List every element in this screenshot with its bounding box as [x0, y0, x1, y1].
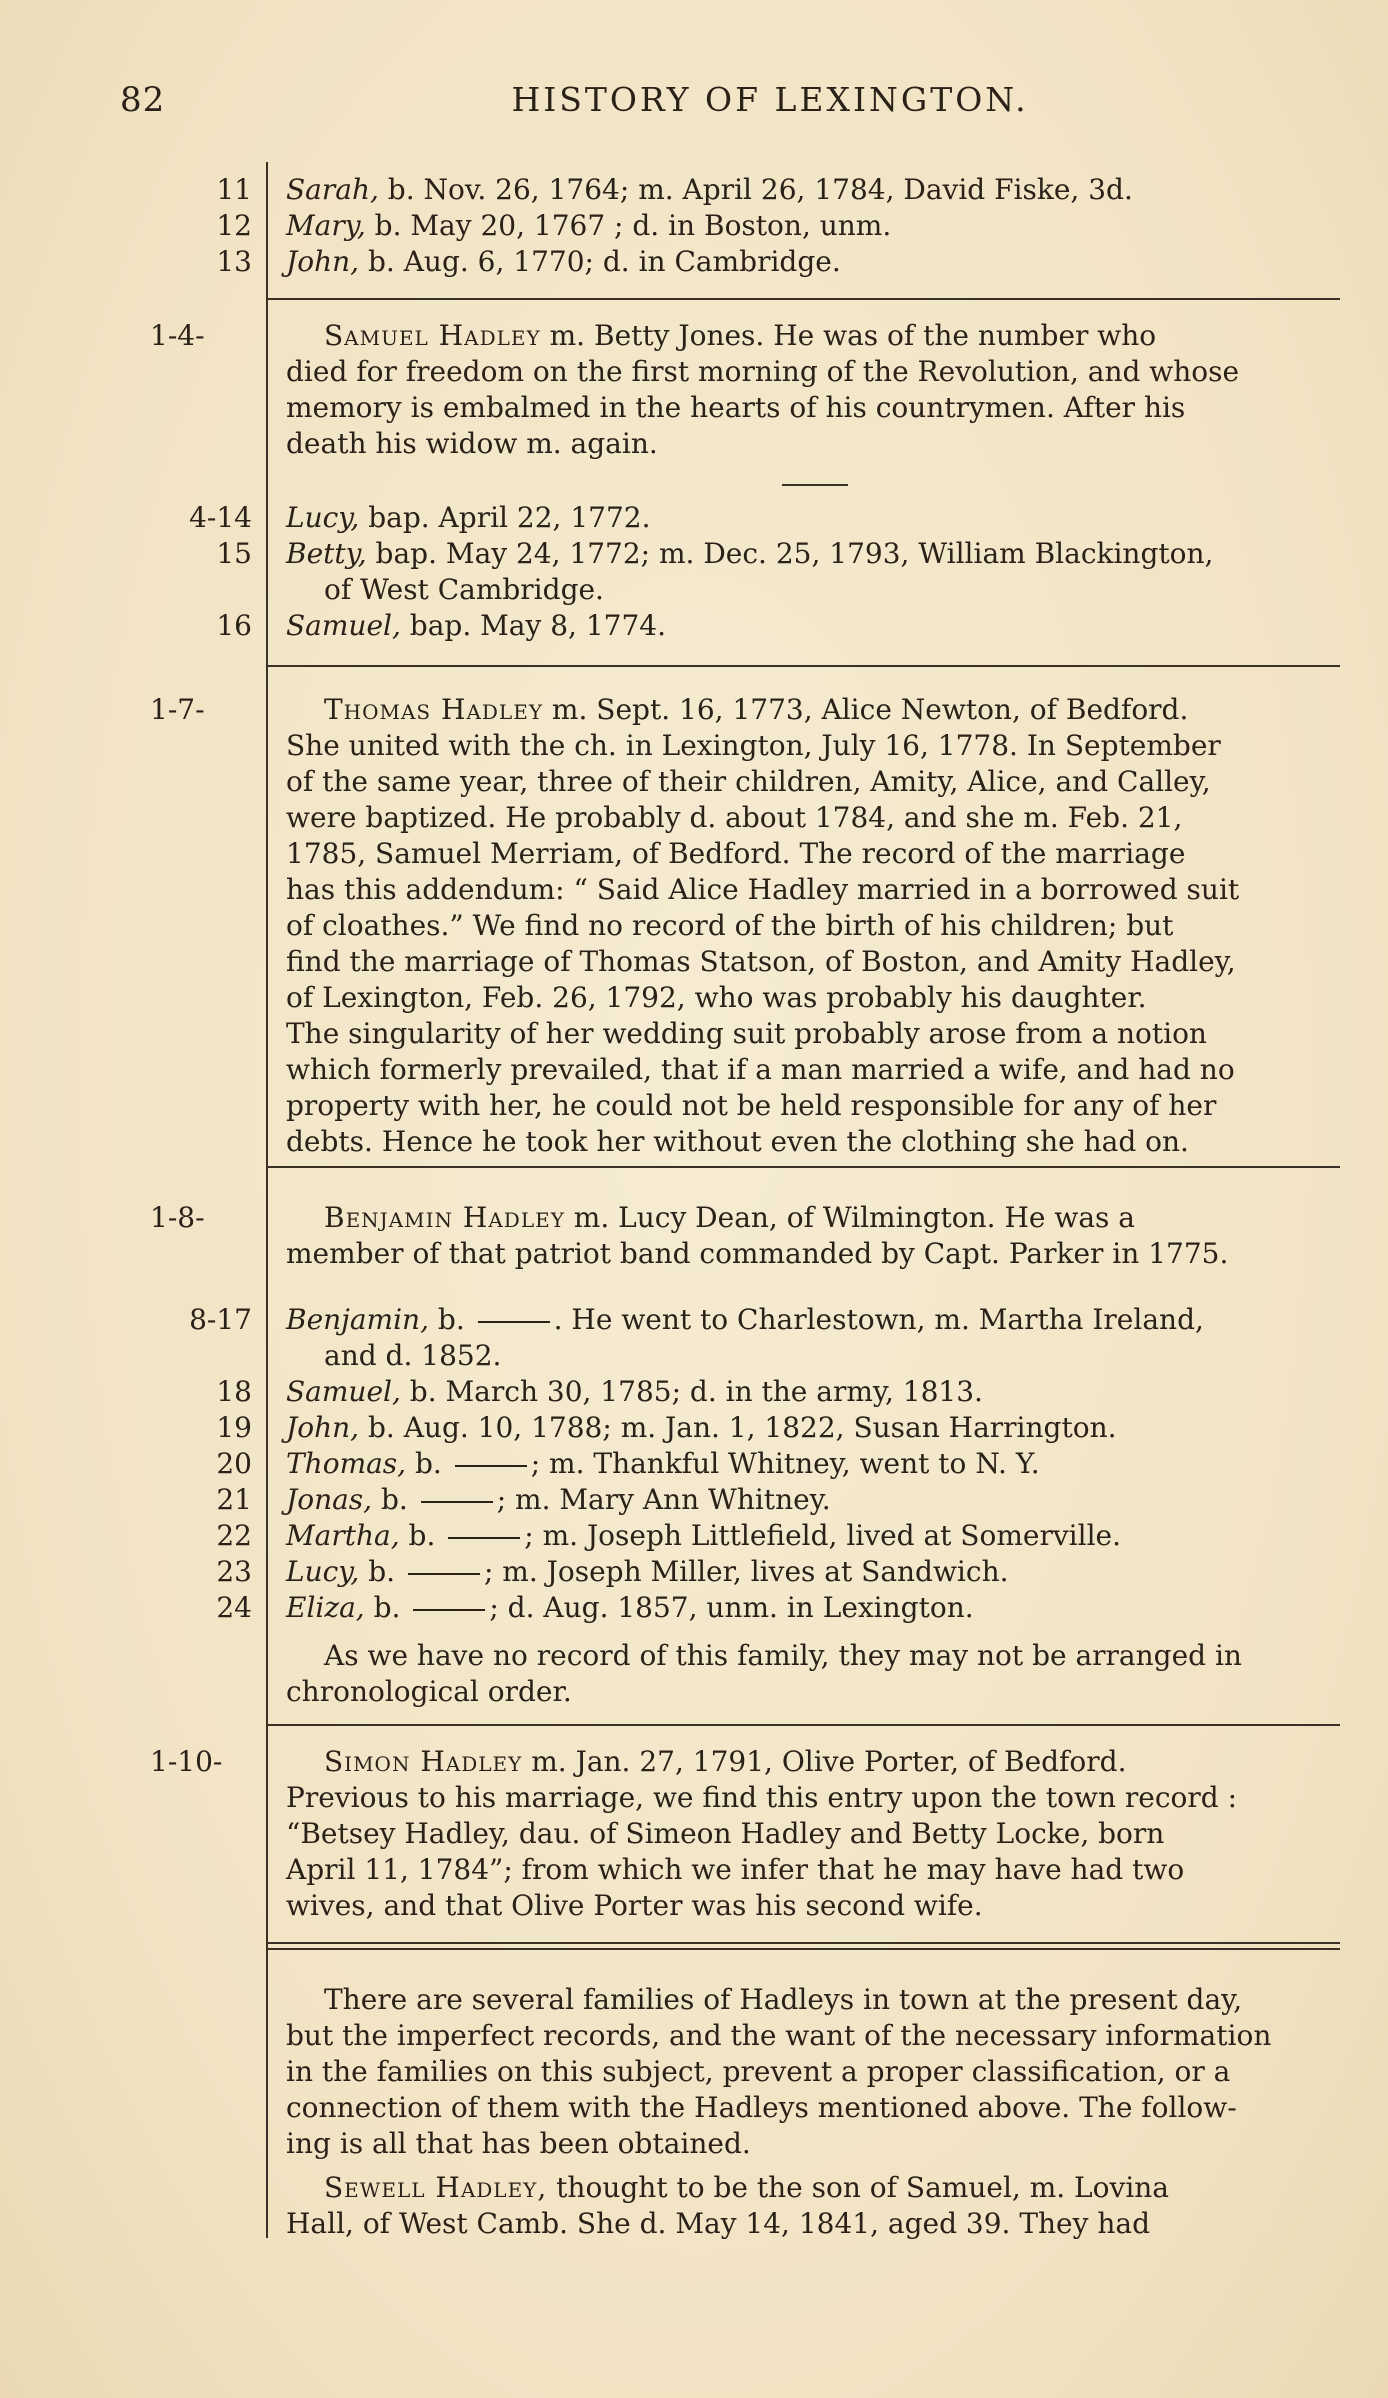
- text-line: of the same year, three of their children, Amity, Alice, and Calley,: [286, 765, 1211, 798]
- child-number: 12: [216, 209, 252, 242]
- text-line: which formerly prevailed, that if a man married a wife, and had no: [286, 1053, 1235, 1086]
- child-details: b. Aug. 10, 1788; m. Jan. 1, 1822, Susan Harrington.: [359, 1411, 1117, 1444]
- text-line: of Lexington, Feb. 26, 1792, who was probably his daughter.: [286, 981, 1147, 1014]
- section-divider: [268, 1948, 1340, 1950]
- child-name: Samuel,: [286, 609, 401, 642]
- text-line: thought to be the son of Samuel, m. Lovina: [547, 2171, 1169, 2204]
- child-number: 11: [216, 173, 252, 206]
- text-line: in the families on this subject, prevent a proper classification, or a: [286, 2055, 1231, 2088]
- child-name: Betty,: [286, 537, 367, 570]
- head-name: Thomas Hadley: [324, 693, 544, 726]
- child-name: Martha,: [286, 1519, 400, 1552]
- page-number: 82: [120, 80, 166, 120]
- text-line: property with her, he could not be held responsible for any of her: [286, 1089, 1217, 1122]
- text-line: There are several families of Hadleys in town at the present day,: [324, 1983, 1243, 2016]
- text-line: April 11, 1784”; from which we infer that he may have had two: [286, 1853, 1185, 1886]
- child-number: 16: [216, 609, 252, 642]
- text-line: find the marriage of Thomas Statson, of Boston, and Amity Hadley,: [286, 945, 1236, 978]
- text-line: death his widow m. again.: [286, 427, 658, 460]
- child-name: Eliza,: [286, 1591, 365, 1624]
- unknown-date-dash: [478, 1321, 550, 1323]
- child-name: Samuel,: [286, 1375, 401, 1408]
- child-details: bap. May 8, 1774.: [400, 609, 666, 642]
- text-line: died for freedom on the first morning of the Revolution, and whose: [286, 355, 1240, 388]
- running-head: HISTORY OF LEXINGTON.: [511, 80, 1029, 119]
- margin-rule: [266, 162, 268, 2238]
- text-line: chronological order.: [286, 1675, 572, 1708]
- page-header: [0, 80, 1388, 130]
- head-name: Sewell Hadley,: [324, 2171, 548, 2204]
- text-line: “Betsey Hadley, dau. of Simeon Hadley and Betty Locke, born: [286, 1817, 1165, 1850]
- child-details: b. Aug. 6, 1770; d. in Cambridge.: [359, 245, 841, 278]
- text-line: has this addendum: “ Said Alice Hadley married in a borrowed suit: [286, 873, 1240, 906]
- text-line: but the imperfect records, and the want of the necessary information: [286, 2019, 1272, 2052]
- section-divider: [268, 1942, 1340, 1944]
- child-name: Mary,: [286, 209, 366, 242]
- text-line: 1785, Samuel Merriam, of Bedford. The record of the marriage: [286, 837, 1186, 870]
- text-line: Previous to his marriage, we find this entry upon the town record :: [286, 1781, 1238, 1814]
- child-details: b.: [359, 1555, 404, 1588]
- text-line: m. Betty Jones. He was of the number who: [540, 319, 1157, 352]
- child-details: bap. April 22, 1772.: [359, 501, 651, 534]
- child-details: ; d. Aug. 1857, unm. in Lexington.: [489, 1591, 974, 1624]
- child-details-cont: and d. 1852.: [324, 1339, 502, 1372]
- text-line: She united with the ch. in Lexington, July 16, 1778. In September: [286, 729, 1221, 762]
- family-marker: 1-10-: [150, 1745, 223, 1778]
- text-line: Hall, of West Camb. She d. May 14, 1841, aged 39. They had: [286, 2207, 1150, 2240]
- child-details: b. May 20, 1767 ; d. in Boston, unm.: [365, 209, 892, 242]
- unknown-date-dash: [413, 1609, 485, 1611]
- text-line: wives, and that Olive Porter was his second wife.: [286, 1889, 983, 1922]
- family-marker: 1-7-: [150, 693, 205, 726]
- section-divider: [268, 665, 1340, 667]
- child-name: Thomas,: [286, 1447, 407, 1480]
- text-line: memory is embalmed in the hearts of his countrymen. After his: [286, 391, 1186, 424]
- child-details: b.: [406, 1447, 451, 1480]
- child-details: ; m. Joseph Miller, lives at Sandwich.: [483, 1555, 1009, 1588]
- child-number: 15: [216, 537, 252, 570]
- text-line: ing is all that has been obtained.: [286, 2127, 751, 2160]
- text-line: m. Sept. 16, 1773, Alice Newton, of Bedford.: [543, 693, 1189, 726]
- child-number: 8-17: [189, 1303, 252, 1336]
- unknown-date-dash: [448, 1537, 520, 1539]
- child-details: b. March 30, 1785; d. in the army, 1813.: [400, 1375, 983, 1408]
- family-paragraph: [286, 1200, 1332, 1272]
- child-number: 19: [216, 1411, 252, 1444]
- text-line: of cloathes.” We find no record of the birth of his children; but: [286, 909, 1174, 942]
- child-details: b. Nov. 26, 1764; m. April 26, 1784, David Fiske, 3d.: [378, 173, 1133, 206]
- child-number: 13: [216, 245, 252, 278]
- child-number: 23: [216, 1555, 252, 1588]
- text-line: debts. Hence he took her without even the clothing she had on.: [286, 1125, 1189, 1158]
- child-details: ; m. Thankful Whitney, went to N. Y.: [530, 1447, 1040, 1480]
- text-line: m. Jan. 27, 1791, Olive Porter, of Bedford.: [522, 1745, 1127, 1778]
- child-number: 4-14: [189, 501, 252, 534]
- family-paragraph: [286, 318, 1332, 462]
- unknown-date-dash: [455, 1465, 527, 1467]
- child-details: b.: [399, 1519, 445, 1552]
- child-number: 24: [216, 1591, 252, 1624]
- child-name: John,: [286, 245, 360, 278]
- head-name: Benjamin Hadley: [324, 1201, 565, 1234]
- child-details-cont: of West Cambridge.: [324, 573, 604, 606]
- head-name: Samuel Hadley: [324, 319, 541, 352]
- section-divider: [268, 298, 1340, 300]
- text-line: were baptized. He probably d. about 1784, and she m. Feb. 21,: [286, 801, 1183, 834]
- child-name: Benjamin,: [286, 1303, 429, 1336]
- child-details: ; m. Mary Ann Whitney.: [496, 1483, 831, 1516]
- child-details: b.: [372, 1483, 417, 1516]
- text-line: member of that patriot band commanded by Capt. Parker in 1775.: [286, 1237, 1229, 1270]
- family-paragraph: [286, 692, 1332, 1160]
- family-paragraph: [286, 1744, 1332, 1924]
- child-details: ; m. Joseph Littlefield, lived at Somerville.: [524, 1519, 1122, 1552]
- child-name: Lucy,: [286, 1555, 360, 1588]
- family-marker: 1-4-: [150, 319, 205, 352]
- unknown-date-dash: [421, 1501, 493, 1503]
- child-number: 22: [216, 1519, 252, 1552]
- section-divider: [268, 1724, 1340, 1726]
- text-line: m. Lucy Dean, of Wilmington. He was a: [564, 1201, 1135, 1234]
- child-name: Lucy,: [286, 501, 360, 534]
- child-details: b.: [429, 1303, 474, 1336]
- short-rule: [782, 484, 848, 486]
- child-name: John,: [286, 1411, 360, 1444]
- child-number: 20: [216, 1447, 252, 1480]
- unknown-date-dash: [408, 1573, 480, 1575]
- family-marker: 1-8-: [150, 1201, 205, 1234]
- child-name: Jonas,: [286, 1483, 373, 1516]
- child-number: 21: [216, 1483, 252, 1516]
- child-details: . He went to Charlestown, m. Martha Ireland,: [553, 1303, 1204, 1336]
- child-details: bap. May 24, 1772; m. Dec. 25, 1793, William Blackington,: [366, 537, 1214, 570]
- text-line: connection of them with the Hadleys mentioned above. The follow-: [286, 2091, 1237, 2124]
- child-number: 18: [216, 1375, 252, 1408]
- text-line: The singularity of her wedding suit probably arose from a notion: [286, 1017, 1207, 1050]
- child-name: Sarah,: [286, 173, 379, 206]
- head-name: Simon Hadley: [324, 1745, 523, 1778]
- section-divider: [268, 1166, 1340, 1168]
- text-line: As we have no record of this family, they may not be arranged in: [324, 1639, 1242, 1672]
- child-details: b.: [364, 1591, 410, 1624]
